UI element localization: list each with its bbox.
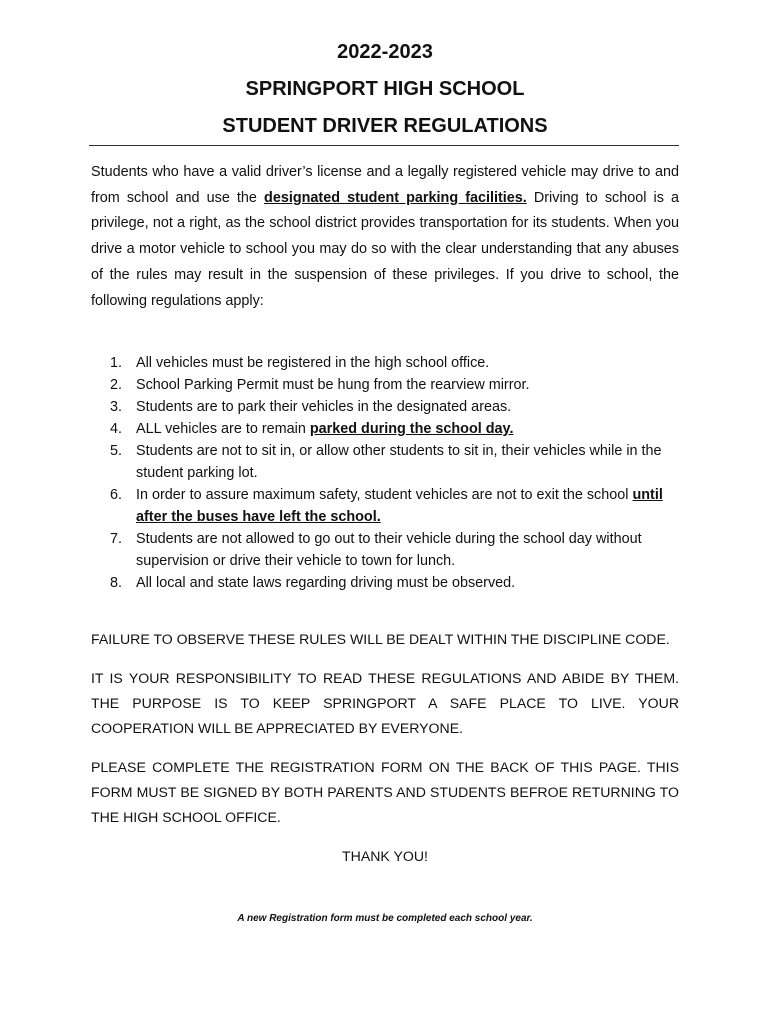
list-item-text: School Parking Permit must be hung from the rearview mirror. xyxy=(136,377,530,393)
list-item-number: 6. xyxy=(110,487,123,503)
regulations-list xyxy=(104,352,664,594)
parking-facilities-emphasis: designated student parking facilities. xyxy=(264,189,527,206)
list-item xyxy=(104,418,664,440)
list-item-number: 2. xyxy=(110,377,123,393)
registration-notice: PLEASE COMPLETE THE REGISTRATION FORM ON THE BACK OF THIS PAGE. THIS FORM MUST BE SIGNED BY BOTH PARENTS AND STUDENTS BEFROE RETURNING TO THE HIGH SCHOOL OFFICE. xyxy=(91,759,679,825)
year-heading: 2022-2023 xyxy=(337,41,433,63)
list-item-text: Students are to park their vehicles in the designated areas. xyxy=(136,399,512,415)
list-item-number: 4. xyxy=(110,421,123,437)
list-item-text: All vehicles must be registered in the high school office. xyxy=(136,355,490,371)
list-item-emphasis: parked during the school day. xyxy=(309,421,514,437)
footer-note: A new Registration form must be completed each school year. xyxy=(237,913,533,924)
list-item-number: 5. xyxy=(110,443,123,459)
list-item-number: 3. xyxy=(110,399,123,415)
list-item xyxy=(104,484,664,528)
list-item-number: 8. xyxy=(110,575,123,591)
list-item xyxy=(104,572,664,594)
intro-text-start: Students who have a valid driver’s license and a legally registered vehicle may drive to and from school and use the xyxy=(91,164,679,206)
document-title: STUDENT DRIVER REGULATIONS xyxy=(222,115,548,137)
failure-notice: FAILURE TO OBSERVE THESE RULES WILL BE DEALT WITHIN THE DISCIPLINE CODE. xyxy=(91,631,670,647)
list-item-text: Students are not to sit in, or allow other students to sit in, their vehicles while in the student parking lot. xyxy=(136,443,662,481)
list-item-number: 7. xyxy=(110,531,123,547)
thank-you-text: THANK YOU! xyxy=(342,848,428,864)
responsibility-notice: IT IS YOUR RESPONSIBILITY TO READ THESE REGULATIONS AND ABIDE BY THEM. THE PURPOSE IS TO KEEP SPRINGPORT A SAFE PLACE TO LIVE. YOUR COOPERATION WILL BE APPRECIATED BY EVERYONE. xyxy=(91,670,679,736)
intro-paragraph xyxy=(91,160,679,314)
school-heading: SPRINGPORT HIGH SCHOOL xyxy=(245,78,525,100)
intro-text-end: Driving to school is a privilege, not a right, as the school district provides transportation for its students. When you drive a motor vehicle to school you may do so with the clear understanding that any abuses of the rules may result in the suspension of these privileges. If you drive to school, the following regulations apply: xyxy=(91,189,679,309)
list-item xyxy=(104,352,664,374)
list-item-text: Students are not allowed to go out to their vehicle during the school day without supervision or drive their vehicle to town for lunch. xyxy=(136,531,642,569)
list-item-emphasis: until after the buses have left the school. xyxy=(136,487,663,525)
list-item-text: All local and state laws regarding driving must be observed. xyxy=(136,575,516,591)
list-item xyxy=(104,528,664,572)
list-item xyxy=(104,396,664,418)
list-item xyxy=(104,440,664,484)
list-item xyxy=(104,374,664,396)
list-item-text: ALL vehicles are to remain xyxy=(136,421,310,437)
title-divider xyxy=(89,145,679,146)
list-item-text: In order to assure maximum safety, student vehicles are not to exit the school xyxy=(136,487,633,503)
list-item-number: 1. xyxy=(110,355,123,371)
